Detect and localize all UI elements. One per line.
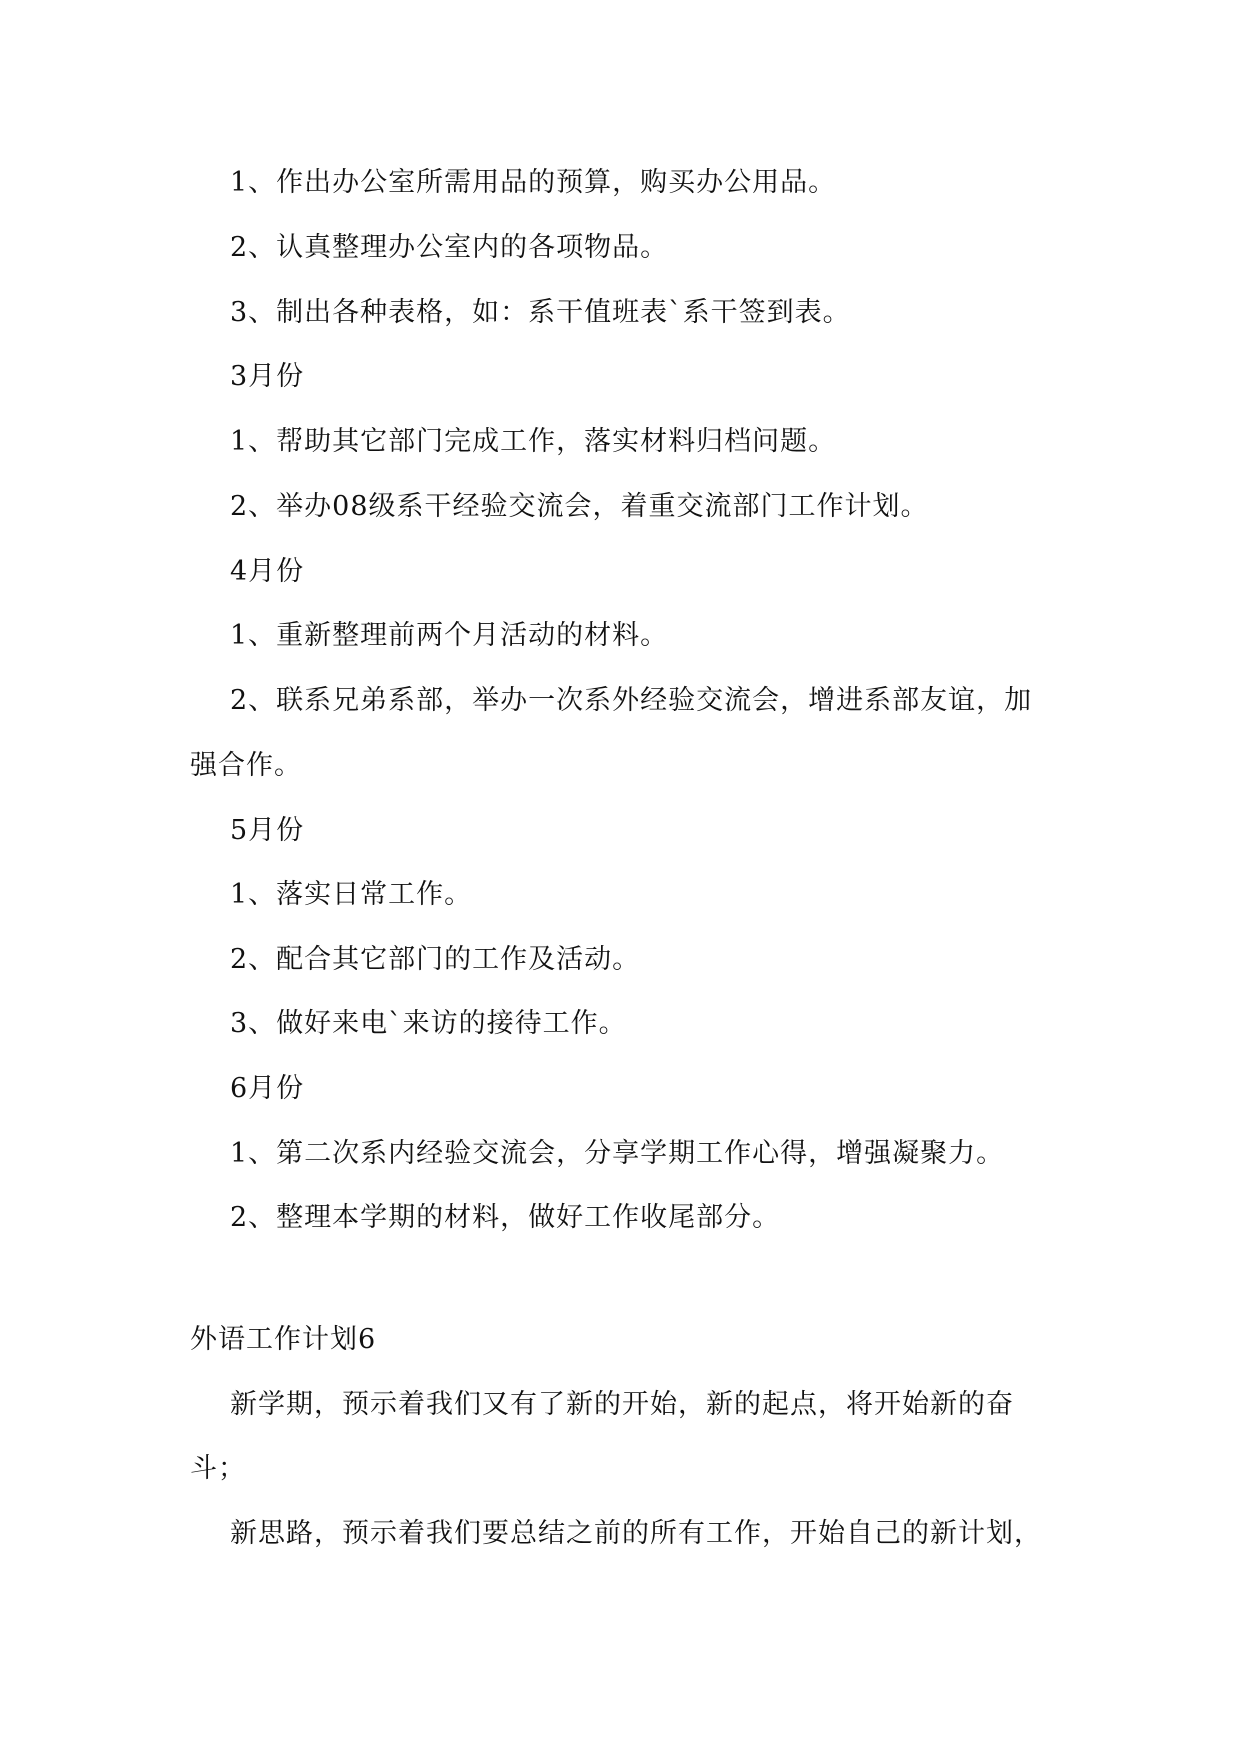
list-item: 1、帮助其它部门完成工作，落实材料归档问题。	[230, 426, 837, 457]
list-item: 2、配合其它部门的工作及活动。	[230, 944, 641, 975]
list-item: 2、认真整理办公室内的各项物品。	[230, 232, 669, 263]
article-title: 外语工作计划6	[190, 1324, 377, 1355]
section-heading: 4月份	[230, 556, 305, 587]
paragraph-continuation: 斗；	[190, 1453, 246, 1484]
list-item: 3、制出各种表格，如：系干值班表`系干签到表。	[230, 297, 851, 328]
paragraph: 新学期，预示着我们又有了新的开始，新的起点，将开始新的奋	[230, 1389, 1014, 1420]
list-item: 2、整理本学期的材料，做好工作收尾部分。	[230, 1202, 781, 1233]
list-item: 2、联系兄弟系部，举办一次系外经验交流会，增进系部友谊，加	[230, 685, 1033, 716]
list-item: 3、做好来电`来访的接待工作。	[230, 1008, 627, 1039]
list-item: 1、作出办公室所需用品的预算，购买办公用品。	[230, 167, 837, 198]
list-item: 1、第二次系内经验交流会，分享学期工作心得，增强凝聚力。	[230, 1138, 1005, 1169]
list-item: 1、落实日常工作。	[230, 879, 473, 910]
list-item: 2、举办08级系干经验交流会，着重交流部门工作计划。	[230, 491, 929, 522]
section-heading: 3月份	[230, 361, 305, 392]
section-heading: 6月份	[230, 1073, 305, 1104]
section-heading: 5月份	[230, 815, 305, 846]
list-item-continuation: 强合作。	[190, 750, 302, 781]
list-item: 1、重新整理前两个月活动的材料。	[230, 620, 669, 651]
paragraph: 新思路，预示着我们要总结之前的所有工作，开始自己的新计划，	[230, 1518, 1042, 1549]
